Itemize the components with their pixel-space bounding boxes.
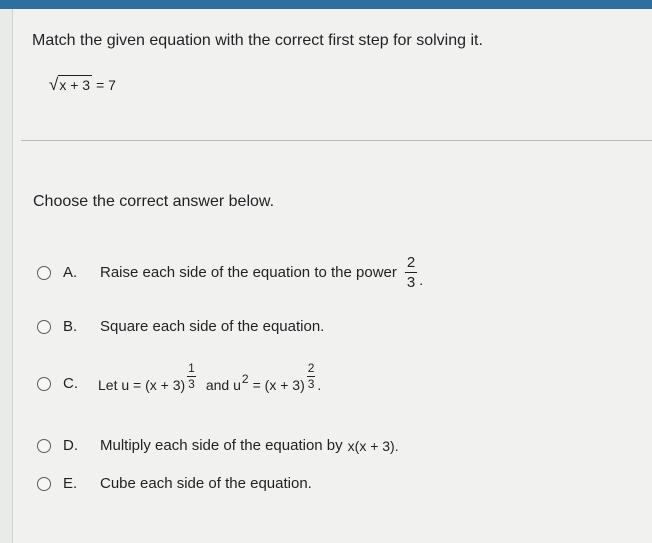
option-d-text[interactable] [100, 437, 399, 454]
option-d[interactable] [37, 437, 399, 454]
radio-button-c[interactable] [37, 377, 51, 391]
question-panel [12, 9, 652, 543]
option-c-period: . [317, 377, 322, 393]
radio-button-d[interactable] [37, 439, 51, 453]
exponent-two-thirds [307, 361, 316, 392]
option-a-text[interactable] [100, 254, 423, 291]
option-b-letter: B. [63, 318, 78, 335]
option-c[interactable] [37, 375, 88, 392]
option-a[interactable] [37, 254, 423, 291]
equation-rhs: = 7 [96, 77, 116, 93]
option-a-label: Raise each side of the equation to the power [100, 264, 397, 281]
exponent-numerator: 2 [307, 361, 315, 375]
radio-button-e[interactable] [37, 477, 51, 491]
fraction-denominator: 3 [406, 274, 416, 291]
top-accent-bar [0, 0, 652, 9]
radical-sign-icon: √ [49, 75, 59, 94]
squared-exponent: 2 [241, 372, 249, 386]
option-b-text[interactable]: Square each side of the equation. [100, 318, 325, 335]
divider [21, 140, 652, 141]
option-c-letter: C. [63, 375, 78, 392]
fraction-two-thirds [405, 254, 417, 291]
radio-button-a[interactable] [37, 266, 51, 280]
exponent-denominator: 3 [307, 377, 315, 391]
option-d-letter: D. [63, 437, 78, 454]
radio-button-b[interactable] [37, 320, 51, 334]
radicand: x + 3 [59, 77, 91, 93]
option-d-label: Multiply each side of the equation by [100, 437, 343, 454]
option-a-letter: A. [63, 264, 78, 281]
option-d-expression: x(x + 3). [347, 437, 399, 454]
exponent-one-third [187, 361, 196, 392]
fraction-numerator: 2 [406, 254, 416, 271]
question-prompt: Match the given equation with the correct first step for solving it. [32, 32, 483, 49]
option-b[interactable] [37, 318, 324, 335]
square-root [49, 75, 92, 93]
exponent-denominator: 3 [188, 377, 195, 391]
given-equation [49, 75, 116, 93]
option-e-text[interactable]: Cube each side of the equation. [100, 475, 312, 492]
option-c-eq2: = (x + 3) [252, 377, 305, 393]
exponent-numerator: 1 [188, 361, 195, 375]
option-c-and: and u [205, 377, 241, 393]
option-c-let: Let u = (x + 3) [98, 377, 186, 393]
option-e-letter: E. [63, 475, 78, 492]
option-a-period: . [419, 271, 424, 288]
instruction-text: Choose the correct answer below. [33, 193, 275, 210]
option-c-text[interactable] [98, 362, 321, 408]
option-e[interactable] [37, 475, 312, 492]
